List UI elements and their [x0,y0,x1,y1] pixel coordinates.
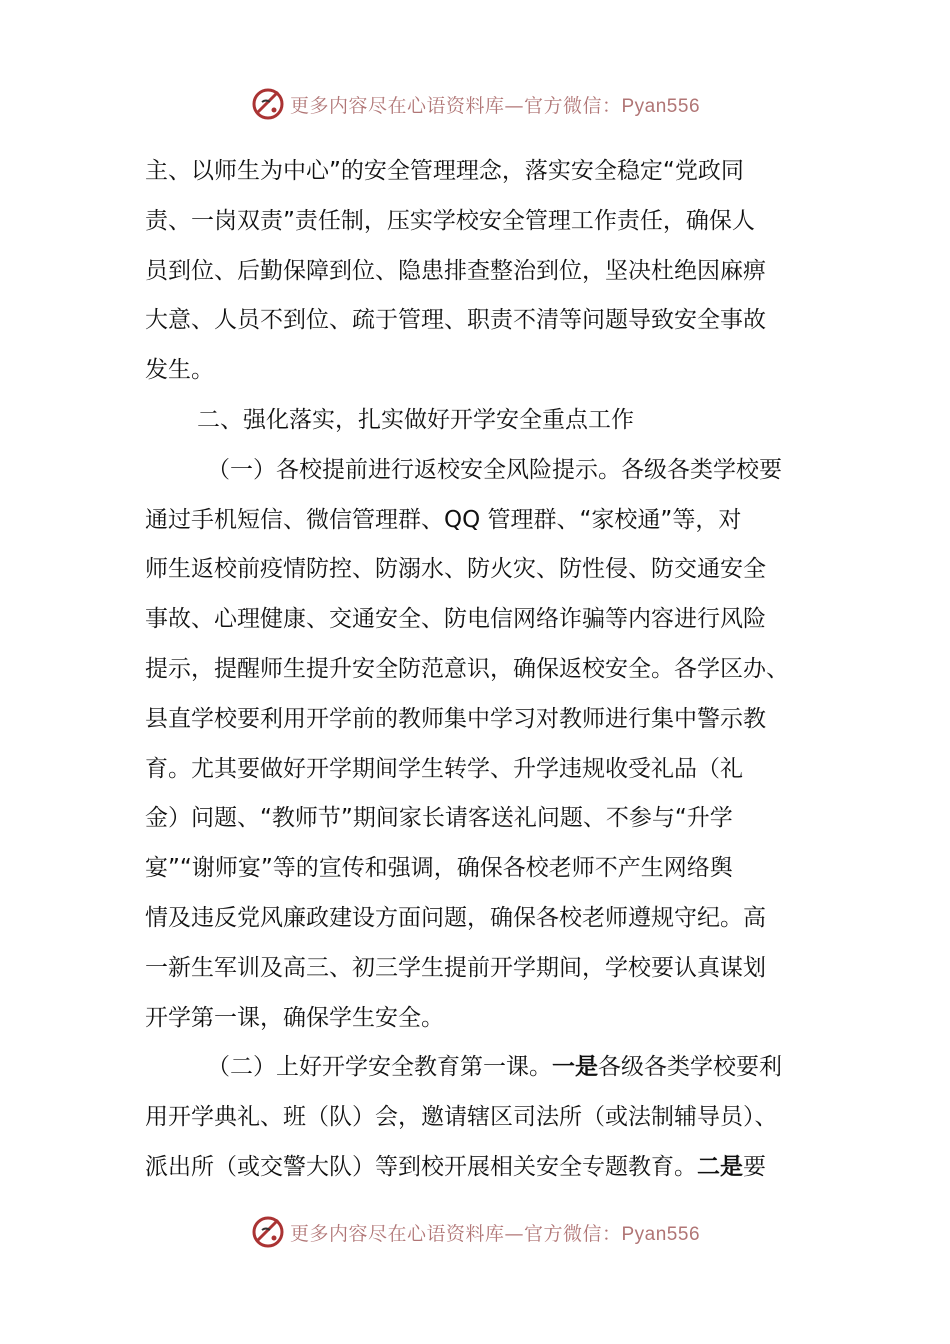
watermark-wechat-label: 官方微信： [523,1222,622,1245]
paragraph-line: 事故、心理健康、交通安全、防电信网络诈骗等内容进行风险 [145,606,766,633]
pen-logo-icon [250,1214,286,1250]
watermark-wechat-id: Pyan556 [621,1223,701,1245]
paragraph-line: 通过手机短信、微信管理群、QQ 管理群、“家校通”等，对 [145,506,742,533]
paragraph-line: 发生。 [145,357,214,384]
paragraph-line: 一新生军训及高三、初三学生提前开学期间，学校要认真谋划 [145,954,766,981]
subsection-title: （二）上好开学安全教育第一课。 [207,1054,552,1081]
watermark-title: 更多内容尽在心语资料库 [289,1222,505,1245]
paragraph-line [145,1143,805,1193]
bold-marker-second: 二是 [697,1153,743,1180]
document-body [145,147,805,1193]
paragraph-line: 金）问题、“教师节”期间家长请客送礼问题、不参与“升学 [145,805,733,832]
paragraph-line: 责、一岗双责”责任制，压实学校安全管理工作责任，确保人 [145,207,755,234]
pen-logo-icon [250,86,286,122]
subsection-heading-2 [145,1043,805,1093]
paragraph-line: 情及违反党风廉政建设方面问题，确保各校老师遵规守纪。高 [145,904,766,931]
watermark-wechat-label: 官方微信： [523,94,622,117]
subsection-heading-1: （一）各校提前进行返校安全风险提示。各级各类学校要 [207,456,782,483]
paragraph-line: 提示，提醒师生提升安全防范意识，确保返校安全。各学区办、 [145,655,789,682]
paragraph-line: 用开学典礼、班（队）会，邀请辖区司法所（或法制辅导员）、 [145,1104,778,1131]
paragraph-line: 宴”“谢师宴”等的宣传和强调，确保各校老师不产生网络舆 [145,855,733,882]
bold-marker-first: 一是 [552,1054,598,1081]
paragraph-line: 育。尤其要做好开学期间学生转学、升学违规收受礼品（礼 [145,755,743,782]
watermark-wechat-id: Pyan556 [621,95,701,117]
watermark-title: 更多内容尽在心语资料库 [289,94,505,117]
watermark-separator: — [504,94,524,117]
paragraph-line: 县直学校要利用开学前的教师集中学习对教师进行集中警示教 [145,705,766,732]
paragraph-line: 大意、人员不到位、疏于管理、职责不清等问题导致安全事故 [145,307,766,334]
footer-watermark [0,1214,950,1250]
section-heading: 二、强化落实，扎实做好开学安全重点工作 [197,406,634,433]
paragraph-line: 主、以师生为中心”的安全管理理念，落实安全稳定“党政同 [145,158,744,184]
header-watermark [0,86,950,122]
paragraph-line: 开学第一课，确保学生安全。 [145,1004,444,1031]
watermark-separator: — [504,1222,524,1245]
paragraph-text: 派出所（或交警大队）等到校开展相关安全专题教育。 [145,1153,697,1180]
paragraph-text: 各级各类学校要利 [598,1054,782,1081]
paragraph-line: 师生返校前疫情防控、防溺水、防火灾、防性侵、防交通安全 [145,556,766,583]
paragraph-text: 要 [743,1153,766,1180]
paragraph-line: 员到位、后勤保障到位、隐患排查整治到位，坚决杜绝因麻痹 [145,257,766,284]
